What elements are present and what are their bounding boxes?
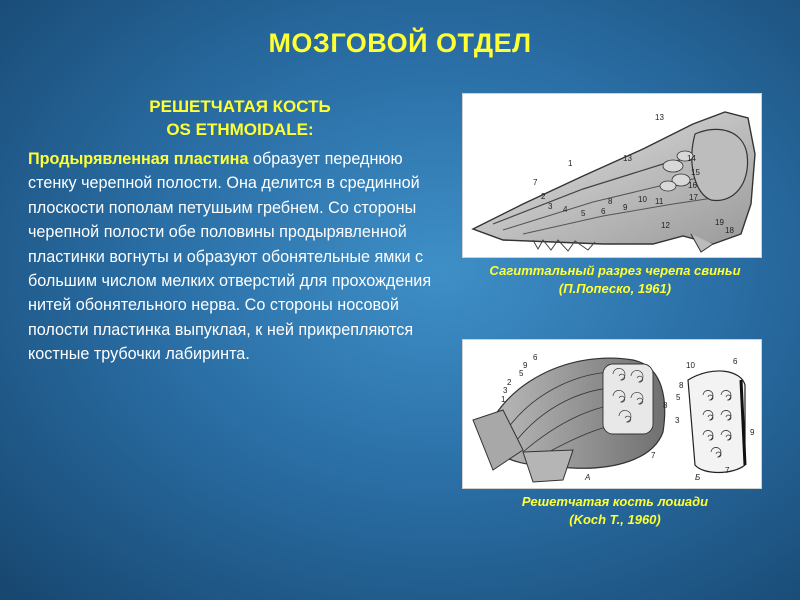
- svg-text:13: 13: [623, 154, 632, 163]
- svg-text:А: А: [585, 473, 591, 482]
- svg-text:2: 2: [541, 192, 546, 201]
- subheading-line1: РЕШЕТЧАТАЯ КОСТЬ: [149, 97, 331, 116]
- svg-text:7: 7: [651, 451, 656, 460]
- svg-text:4: 4: [563, 205, 568, 214]
- horse-ethmoid-caption: [450, 493, 780, 529]
- svg-text:6: 6: [533, 353, 538, 362]
- caption-title: Сагиттальный разрез черепа свиньи: [489, 263, 741, 278]
- svg-text:8: 8: [608, 197, 613, 206]
- slide-title: МОЗГОВОЙ ОТДЕЛ: [268, 28, 532, 58]
- svg-text:8: 8: [663, 401, 668, 410]
- svg-text:10: 10: [686, 361, 695, 370]
- description-text: [28, 147, 446, 367]
- svg-text:17: 17: [689, 193, 698, 202]
- svg-text:9: 9: [623, 203, 628, 212]
- svg-text:6: 6: [733, 357, 738, 366]
- svg-text:11: 11: [655, 197, 664, 206]
- subheading: [60, 95, 420, 141]
- pig-skull-illustration: [463, 94, 761, 257]
- svg-text:12: 12: [661, 221, 670, 230]
- description-body: образует переднюю стенку черепной полости. Она делится в срединной плоскости пополам петушьим гребнем. Со стороны черепной полости обе половины продырявленной пластинки вогнуты и образуют обонятельные ямки с большим числом мелких отверстий для прохождения нитей обонятельного нерва. Со стороны носовой полости пластинка выпуклая, к ней прикрепляются костные трубочки лабиринта.: [28, 150, 432, 364]
- svg-text:9: 9: [523, 361, 528, 370]
- subheading-line2: OS ETHMOIDALE:: [166, 120, 314, 139]
- cranial-cavity: [692, 129, 748, 200]
- svg-text:5: 5: [676, 393, 681, 402]
- caption-source: (Koch T., 1960): [569, 512, 661, 527]
- svg-text:6: 6: [601, 207, 606, 216]
- svg-text:3: 3: [675, 416, 680, 425]
- perpendicular-plate-a: [523, 450, 573, 482]
- horse-ethmoid-figure: [462, 339, 762, 489]
- svg-text:9: 9: [750, 428, 755, 437]
- pig-skull-caption: [450, 262, 780, 298]
- svg-text:10: 10: [638, 195, 647, 204]
- horse-ethmoid-illustration: [463, 340, 761, 488]
- svg-text:14: 14: [687, 154, 696, 163]
- caption-title: Решетчатая кость лошади: [521, 494, 709, 509]
- svg-text:1: 1: [501, 395, 506, 404]
- svg-text:13: 13: [655, 113, 664, 122]
- svg-text:5: 5: [519, 369, 524, 378]
- svg-text:5: 5: [581, 209, 586, 218]
- highlight-term: Продырявленная пластина: [28, 150, 249, 168]
- svg-text:15: 15: [691, 168, 700, 177]
- svg-text:Б: Б: [695, 473, 701, 482]
- svg-text:3: 3: [503, 386, 508, 395]
- svg-text:16: 16: [688, 181, 697, 190]
- ethmoid-section-b: [688, 371, 745, 473]
- labyrinth-scrolls-a: [603, 364, 653, 434]
- caption-source: (П.Попеско, 1961): [558, 281, 672, 296]
- svg-text:7: 7: [533, 178, 538, 187]
- svg-text:19: 19: [715, 218, 724, 227]
- pig-skull-figure: [462, 93, 762, 258]
- svg-text:2: 2: [507, 378, 512, 387]
- svg-text:3: 3: [548, 202, 553, 211]
- svg-text:1: 1: [568, 159, 573, 168]
- svg-text:8: 8: [679, 381, 684, 390]
- svg-text:18: 18: [725, 226, 734, 235]
- svg-text:7: 7: [725, 466, 730, 475]
